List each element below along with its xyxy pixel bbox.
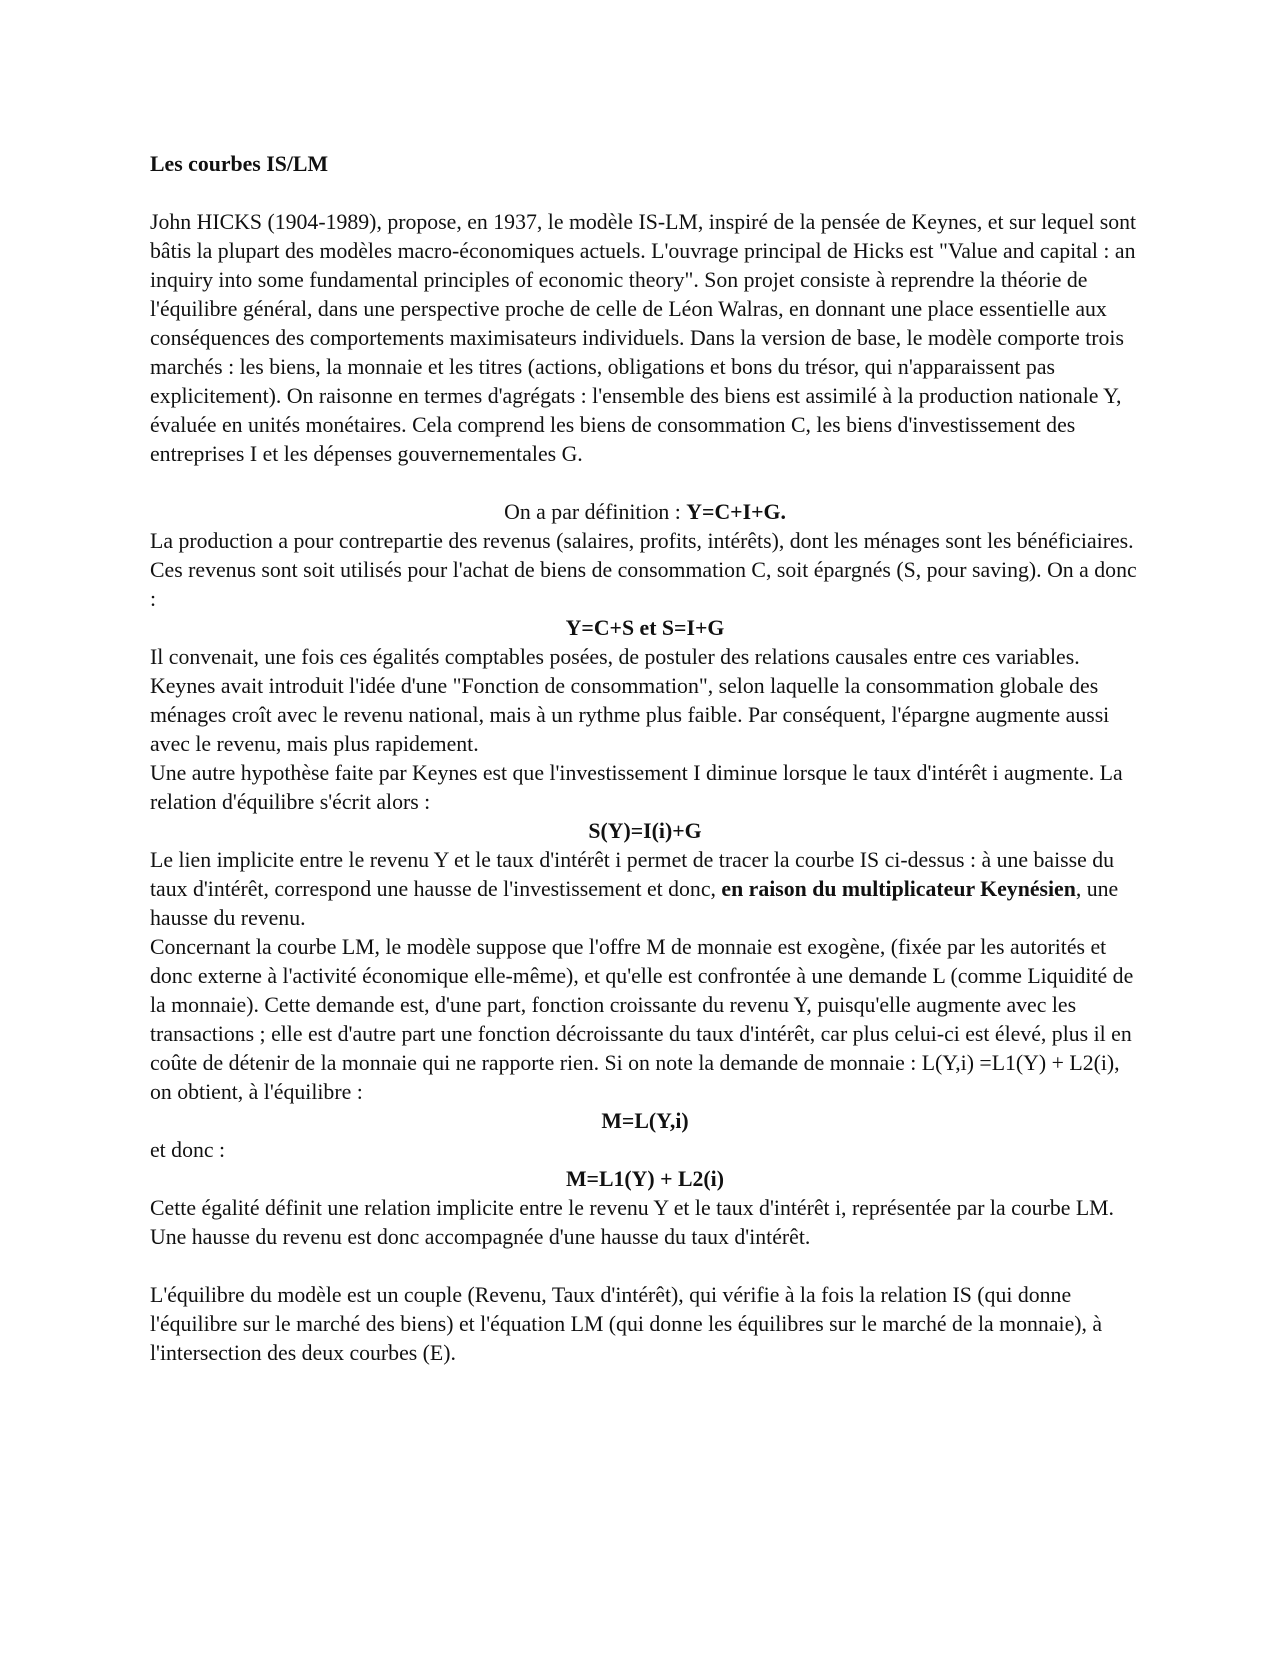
paragraph-courbe-is: [150, 846, 1140, 933]
paragraph-courbe-lm: Concernant la courbe LM, le modèle suppose que l'offre M de monnaie est exogène, (fixée par les autorités et donc externe à l'activité économique elle-même), et qu'elle est confrontée à une demande L (comme Liquidité de la monnaie). Cette demande est, d'une part, fonction croissante du revenu Y, puisqu'elle augmente avec les transactions ; elle est d'autre part une fonction décroissante du taux d'intérêt, car plus celui-ci est élevé, plus il en coûte de détenir de la monnaie qui ne rapporte rien. Si on note la demande de monnaie : L(Y,i) =L1(Y) + L2(i), on obtient, à l'équilibre :: [150, 935, 1134, 1104]
paragraph-equilibre: L'équilibre du modèle est un couple (Revenu, Taux d'intérêt), qui vérifie à la fois la relation IS (qui donne l'équilibre sur le marché des biens) et l'équation LM (qui donne les équilibres sur le marché de la monnaie), à l'intersection des deux courbes (E).: [150, 1283, 1103, 1365]
spacer: [150, 469, 1140, 498]
definition-intro: On a par définition :: [504, 500, 687, 524]
emphasis-multiplicateur: en raison du multiplicateur Keynésien: [721, 877, 1076, 901]
paragraph-investissement: Une autre hypothèse faite par Keynes est que l'investissement I diminue lorsque le taux d'intérêt i augmente. La relation d'équilibre s'écrit alors :: [150, 761, 1123, 814]
equation-money-demand: M=L(Y,i): [601, 1109, 689, 1133]
paragraph-courbe-is-end: , une hausse du revenu.: [150, 877, 1119, 930]
paragraph-relation-lm: Cette égalité définit une relation implicite entre le revenu Y et le taux d'intérêt i, représentée par la courbe LM. Une hausse du revenu est donc accompagnée d'une hausse du taux d'intérêt.: [150, 1196, 1114, 1249]
spacer: [150, 179, 1140, 208]
paragraph-revenus: La production a pour contrepartie des revenus (salaires, profits, intérêts), dont les ménages sont les bénéficiaires. Ces revenus sont soit utilisés pour l'achat de biens de consommation C, soit épargnés (S, pour saving). On a donc :: [150, 529, 1137, 611]
document-page: [150, 150, 1140, 1368]
paragraph-courbe-is-start: Le lien implicite entre le revenu Y et le taux d'intérêt i permet de tracer la courbe IS ci-dessus : à une baisse du taux d'intérêt, correspond une hausse de l'investissement et donc,: [150, 848, 1115, 901]
document-title: Les courbes IS/LM: [150, 152, 329, 176]
definition-line: [150, 498, 1140, 527]
paragraph-et-donc: et donc :: [150, 1138, 226, 1162]
equation-is: S(Y)=I(i)+G: [588, 819, 702, 843]
paragraph-intro: John HICKS (1904-1989), propose, en 1937, le modèle IS-LM, inspiré de la pensée de Keynes, et sur lequel sont bâtis la plupart des modèles macro-économiques actuels. L'ouvrage principal de Hicks est "Value and capital : an inquiry into some fundamental principles of economic theory". Son projet consiste à reprendre la théorie de l'équilibre général, dans une perspective proche de celle de Léon Walras, en donnant une place essentielle aux conséquences des comportements maximisateurs individuels. Dans la version de base, le modèle comporte trois marchés : les biens, la monnaie et les titres (actions, obligations et bons du trésor, qui n'apparaissent pas explicitement). On raisonne en termes d'agrégats : l'ensemble des biens est assimilé à la production nationale Y, évaluée en unités monétaires. Cela comprend les biens de consommation C, les biens d'investissement des entreprises I et les dépenses gouvernementales G.: [150, 210, 1137, 466]
equation-definition: Y=C+I+G.: [686, 500, 786, 524]
paragraph-consommation: Il convenait, une fois ces égalités comptables posées, de postuler des relations causales entre ces variables. Keynes avait introduit l'idée d'une "Fonction de consommation", selon laquelle la consommation globale des ménages croît avec le revenu national, mais à un rythme plus faible. Par conséquent, l'épargne augmente aussi avec le revenu, mais plus rapidement.: [150, 645, 1110, 756]
equation-lm: M=L1(Y) + L2(i): [565, 1167, 725, 1191]
spacer: [150, 1252, 1140, 1281]
equation-savings: Y=C+S et S=I+G: [565, 616, 725, 640]
